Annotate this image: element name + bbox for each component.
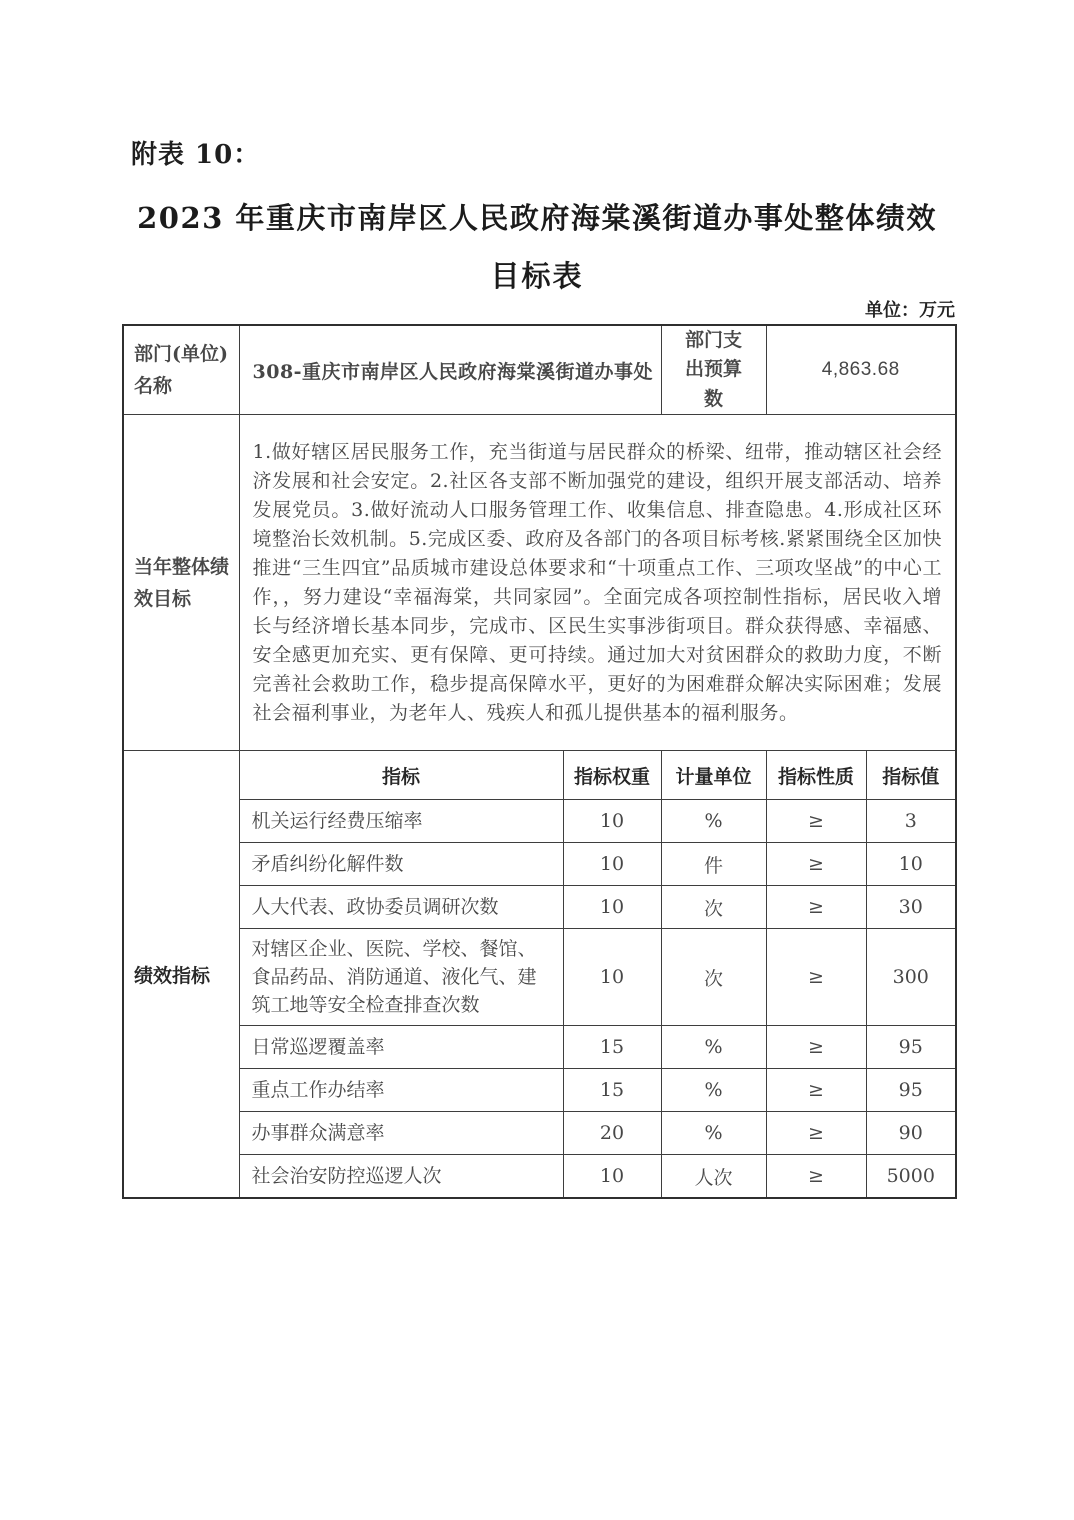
indicator-weight: 15 — [563, 1026, 661, 1069]
indicator-value: 10 — [866, 843, 956, 886]
indicator-nature: ≥ — [766, 929, 866, 1026]
indicator-weight: 10 — [563, 1155, 661, 1199]
table-row-indicator-header — [123, 751, 956, 800]
col-header-weight: 指标权重 — [563, 751, 661, 800]
budget-label: 部门支出预算数 — [661, 325, 766, 415]
indicator-unit: 次 — [661, 886, 766, 929]
indicator-nature: ≥ — [766, 1069, 866, 1112]
table-row — [123, 886, 956, 929]
indicator-weight: 10 — [563, 886, 661, 929]
indicator-name: 社会治安防控巡逻人次 — [239, 1155, 563, 1199]
indicator-value: 95 — [866, 1069, 956, 1112]
indicator-name: 矛盾纠纷化解件数 — [239, 843, 563, 886]
indicator-nature: ≥ — [766, 1112, 866, 1155]
indicator-name: 人大代表、政协委员调研次数 — [239, 886, 563, 929]
indicator-weight: 10 — [563, 843, 661, 886]
dept-name-value: 308-重庆市南岸区人民政府海棠溪街道办事处 — [239, 325, 661, 415]
budget-value: 4,863.68 — [766, 325, 956, 415]
indicator-value: 3 — [866, 800, 956, 843]
indicator-value: 30 — [866, 886, 956, 929]
indicator-unit: % — [661, 800, 766, 843]
indicator-nature: ≥ — [766, 800, 866, 843]
col-header-nature: 指标性质 — [766, 751, 866, 800]
performance-target-table — [122, 324, 957, 1199]
indicator-unit: 件 — [661, 843, 766, 886]
table-row — [123, 929, 956, 1026]
table-row — [123, 800, 956, 843]
document-title-line2: 目标表 — [490, 259, 584, 293]
attachment-label: 附表 10： — [131, 140, 261, 170]
indicator-name: 日常巡逻覆盖率 — [239, 1026, 563, 1069]
table-row — [123, 1026, 956, 1069]
table-row — [123, 1112, 956, 1155]
indicator-nature: ≥ — [766, 843, 866, 886]
table-row — [123, 843, 956, 886]
indicator-unit: % — [661, 1069, 766, 1112]
indicator-value: 5000 — [866, 1155, 956, 1199]
indicator-unit: 次 — [661, 929, 766, 1026]
indicator-weight: 20 — [563, 1112, 661, 1155]
col-header-measure-unit: 计量单位 — [661, 751, 766, 800]
indicator-name: 机关运行经费压缩率 — [239, 800, 563, 843]
indicator-value: 300 — [866, 929, 956, 1026]
indicator-name: 办事群众满意率 — [239, 1112, 563, 1155]
indicator-value: 95 — [866, 1026, 956, 1069]
indicators-section-label: 绩效指标 — [123, 751, 239, 1199]
annual-goal-text: 1.做好辖区居民服务工作，充当街道与居民群众的桥梁、纽带，推动辖区社会经济发展和社会安定。2.社区各支部不断加强党的建设，组织开展支部活动、培养发展党员。3.做好流动人口服务管理工作、收集信息、排查隐患。4.形成社区环境整治长效机制。5.完成区委、政府及各部门的各项目标考核.紧紧围绕全区加快推进“三生四宜”品质城市建设总体要求和“十项重点工作、三项攻坚战”的中心工作，，努力建设“幸福海棠，共同家园”。全面完成各项控制性指标，居民收入增长与经济增长基本同步，完成市、区民生实事涉街项目。群众获得感、幸福感、安全感更加充实、更有保障、更可持续。通过加大对贫困群众的救助力度，不断完善社会救助工作，稳步提高保障水平，更好的为困难群众解决实际困难；发展社会福利事业，为老年人、残疾人和孤儿提供基本的福利服务。 — [239, 415, 956, 751]
indicator-nature: ≥ — [766, 886, 866, 929]
table-row — [123, 1155, 956, 1199]
indicator-weight: 10 — [563, 800, 661, 843]
indicator-unit: 人次 — [661, 1155, 766, 1199]
indicator-weight: 10 — [563, 929, 661, 1026]
col-header-value: 指标值 — [866, 751, 956, 800]
annual-goal-label: 当年整体绩效目标 — [123, 415, 239, 751]
table-row — [123, 1069, 956, 1112]
dept-name-label: 部门(单位)名称 — [123, 325, 239, 415]
indicator-unit: % — [661, 1026, 766, 1069]
indicator-nature: ≥ — [766, 1155, 866, 1199]
table-row-department — [123, 325, 956, 415]
table-row-annual-goal — [123, 415, 956, 751]
indicator-nature: ≥ — [766, 1026, 866, 1069]
indicator-unit: % — [661, 1112, 766, 1155]
indicator-name: 对辖区企业、医院、学校、餐馆、食品药品、消防通道、液化气、建筑工地等安全检查排查次数 — [239, 929, 563, 1026]
document-title-line1: 2023 年重庆市南岸区人民政府海棠溪街道办事处整体绩效 — [137, 201, 937, 235]
indicator-value: 90 — [866, 1112, 956, 1155]
indicator-name: 重点工作办结率 — [239, 1069, 563, 1112]
indicator-weight: 15 — [563, 1069, 661, 1112]
col-header-indicator: 指标 — [239, 751, 563, 800]
unit-note: 单位：万元 — [865, 300, 955, 321]
